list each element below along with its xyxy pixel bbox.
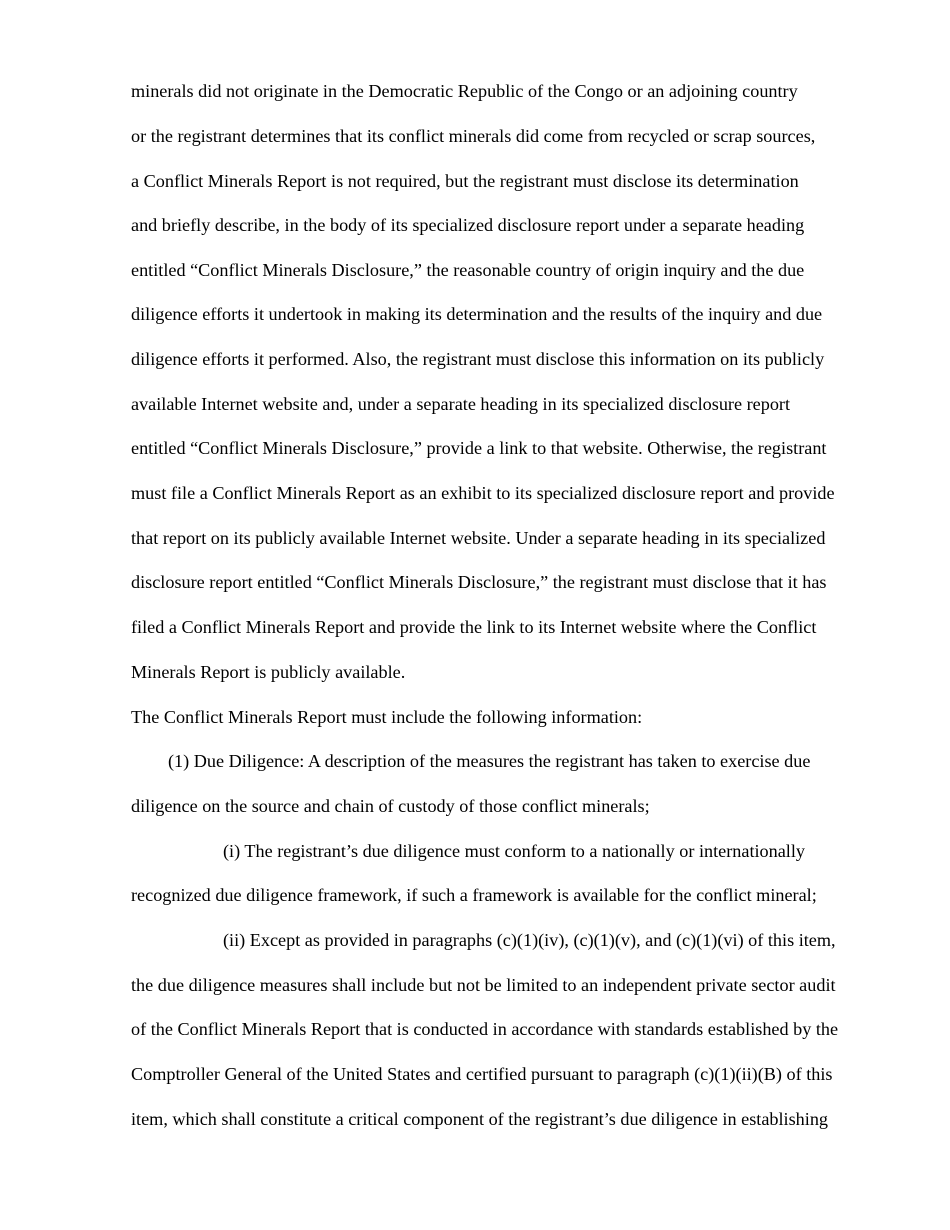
sub-item-ii-line: Comptroller General of the United States and certified pursuant to paragraph (c)(1)(ii)(B) of this xyxy=(131,1064,833,1084)
list-item-1-line: (1) Due Diligence: A description of the measures the registrant has taken to exercise due xyxy=(168,751,811,771)
sub-item-ii-line: (ii) Except as provided in paragraphs (c)(1)(iv), (c)(1)(v), and (c)(1)(vi) of this item, xyxy=(223,930,836,950)
body-text-line: diligence efforts it undertook in making its determination and the results of the inquiry and due xyxy=(131,304,823,324)
body-text-line: minerals did not originate in the Democratic Republic of the Congo or an adjoining country xyxy=(131,81,798,101)
list-item-1-line: diligence on the source and chain of custody of those conflict minerals; xyxy=(131,796,650,816)
body-text-line: entitled “Conflict Minerals Disclosure,” the reasonable country of origin inquiry and the due xyxy=(131,260,805,280)
sub-item-i-line: recognized due diligence framework, if such a framework is available for the conflict mineral; xyxy=(131,885,817,905)
body-text-line: Minerals Report is publicly available. xyxy=(131,662,406,682)
section-intro-line: The Conflict Minerals Report must include the following information: xyxy=(131,707,643,727)
body-text-line: or the registrant determines that its conflict minerals did come from recycled or scrap sources, xyxy=(131,126,816,146)
sub-item-ii-line: item, which shall constitute a critical component of the registrant’s due diligence in establishing xyxy=(131,1109,829,1129)
body-text-line: must file a Conflict Minerals Report as an exhibit to its specialized disclosure report and provide xyxy=(131,483,835,503)
body-text-line: a Conflict Minerals Report is not required, but the registrant must disclose its determination xyxy=(131,171,799,191)
body-text-line: and briefly describe, in the body of its specialized disclosure report under a separate heading xyxy=(131,215,805,235)
body-text-line: disclosure report entitled “Conflict Minerals Disclosure,” the registrant must disclose that it has xyxy=(131,572,827,592)
body-text-line: filed a Conflict Minerals Report and provide the link to its Internet website where the Conflict xyxy=(131,617,817,637)
body-text-line: available Internet website and, under a separate heading in its specialized disclosure report xyxy=(131,394,791,414)
sub-item-ii-line: of the Conflict Minerals Report that is conducted in accordance with standards established by the xyxy=(131,1019,839,1039)
sub-item-ii-line: the due diligence measures shall include but not be limited to an independent private sector audit xyxy=(131,975,836,995)
body-text-line: diligence efforts it performed. Also, the registrant must disclose this information on its publicly xyxy=(131,349,825,369)
body-text-line: entitled “Conflict Minerals Disclosure,” provide a link to that website. Otherwise, the registrant xyxy=(131,438,827,458)
sub-item-i-line: (i) The registrant’s due diligence must conform to a nationally or internationally xyxy=(223,841,806,861)
body-text-line: that report on its publicly available Internet website. Under a separate heading in its specialized xyxy=(131,528,826,548)
